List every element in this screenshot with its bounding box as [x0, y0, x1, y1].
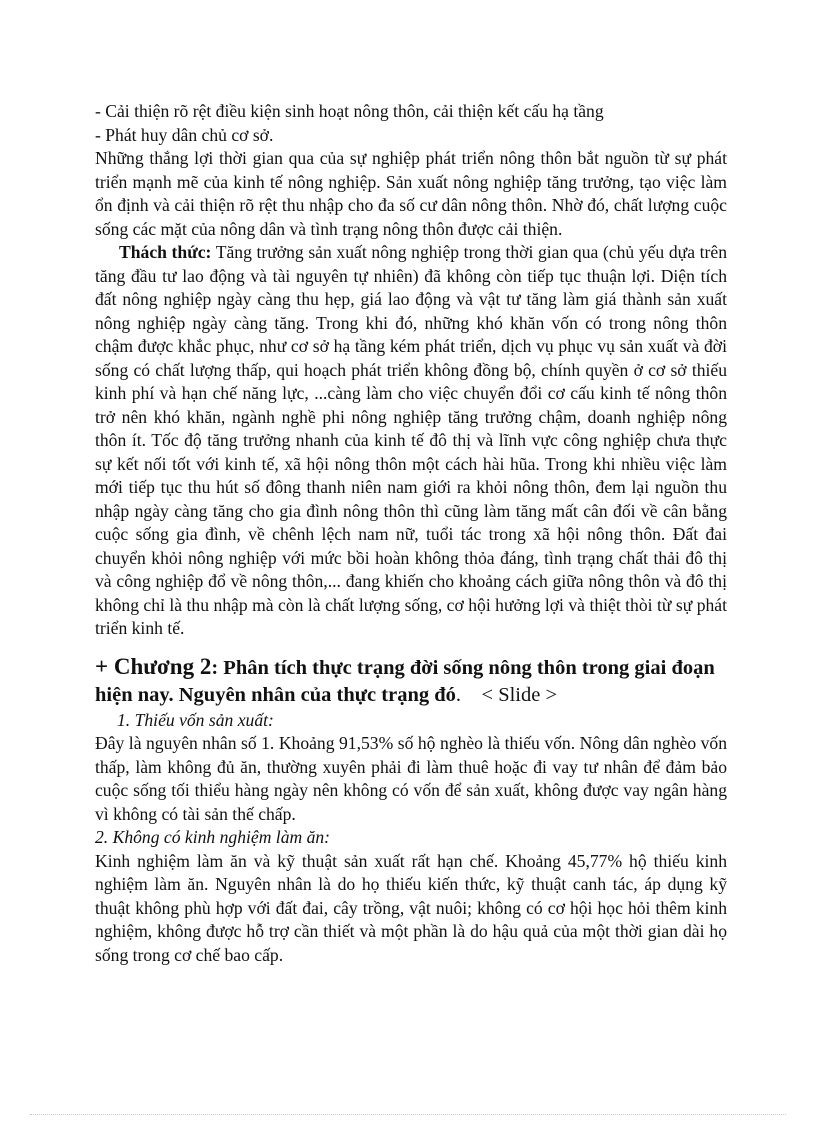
- challenge-paragraph: [95, 241, 727, 641]
- chapter-title: : Phân tích thực trạng đời sống nông thôn trong giai đoạn hiện nay. Nguyên nhân của thực trạng đó: [95, 656, 715, 706]
- summary-paragraph: Những thắng lợi thời gian qua của sự nghiệp phát triển nông thôn bắt nguồn từ sự phát triển mạnh mẽ của kinh tế nông nghiệp. Sản xuất nông nghiệp tăng trưởng, tạo việc làm ổn định và cải thiện rõ rệt thu nhập cho đa số cư dân nông thôn. Nhờ đó, chất lượng cuộc sống các mặt của nông dân và tình trạng nông thôn được cải thiện.: [95, 148, 727, 239]
- slide-link[interactable]: < Slide >: [481, 683, 558, 706]
- section2-text: Kinh nghiệm làm ăn và kỹ thuật sản xuất rất hạn chế. Khoảng 45,77% hộ thiếu kinh nghiệm làm ăn. Nguyên nhân là do họ thiếu kiến thức, kỹ thuật canh tác, áp dụng kỹ thuật không phù hợp với đất đai, cây trồng, vật nuôi; không có cơ hội học hỏi thêm kinh nghiệm, không được hỗ trợ cần thiết và một phần là do hậu quả của một thời gian dài họ sống trong cơ chế bao cấp.: [95, 850, 727, 965]
- chapter-prefix: + Chương 2: [95, 653, 212, 679]
- chapter-dot: .: [455, 683, 462, 706]
- challenge-text: Tăng trưởng sản xuất nông nghiệp trong thời gian qua (chủ yếu dựa trên tăng đầu tư lao động và tài nguyên tự nhiên) đã không còn tiếp tục thuận lợi. Diện tích đất nông nghiệp ngày càng thu hẹp, giá lao động và vật tư tăng làm giá thành sản xuất nông nghiệp ngày càng tăng. Trong khi đó, những khó khăn vốn có trong nông thôn chậm được khắc phục, như cơ sở hạ tầng kém phát triển, dịch vụ phục vụ sản xuất và đời sống có chất lượng thấp, qui hoạch phát triển không đồng bộ, chính quyền ở cơ sở thiếu kinh phí và hạn chế năng lực, ...càng làm cho việc chuyển đổi cơ cấu kinh tế nông thôn trở nên khó khăn, ngành nghề phi nông nghiệp tăng trưởng chậm, doanh nghiệp nông thôn ít. Tốc độ tăng trưởng nhanh của kinh tế đô thị và lĩnh vực công nghiệp chưa thực sự kết nối tốt với kinh tế, xã hội nông thôn một cách hài hũa. Trong khi nhiều việc làm mới tiếp tục thu hút số đông thanh niên nam giới ra khỏi nông thôn, đem lại nguồn thu nhập ngày càng tăng cho gia đình nông thôn thì cũng làm tăng mất cân đối về cân bằng cuộc sống gia đình, về chênh lệch nam nữ, tuổi tác trong xã hội nông thôn. Đất đai chuyển khỏi nông nghiệp với mức bồi hoàn không thỏa đáng, tình trạng chất thải đô thị và công nghiệp đổ về nông thôn,... đang khiến cho khoảng cách giữa nông thôn và đô thị không chỉ là thu nhập mà còn là chất lượng sống, cơ hội hưởng lợi và thiệt thòi từ sự phát triển kinh tế.: [95, 242, 727, 638]
- page-bottom-divider: [30, 1114, 786, 1115]
- section1-heading: 1. Thiếu vốn sản xuất:: [117, 709, 274, 730]
- document-page: [95, 100, 727, 967]
- challenge-label: Thách thức:: [119, 242, 212, 262]
- section1-text: Đây là nguyên nhân số 1. Khoảng 91,53% số hộ nghèo là thiếu vốn. Nông dân nghèo vốn thấp, làm không đủ ăn, thường xuyên phải đi làm thuê hoặc đi vay tư nhân để đảm bảo cuộc sống tối thiểu hàng ngày nên không có vốn để sản xuất, không được vay ngân hàng vì không có tài sản thế chấp.: [95, 733, 727, 824]
- bullet-infrastructure: - Cải thiện rõ rệt điều kiện sinh hoạt nông thôn, cải thiện kết cấu hạ tầng: [95, 101, 604, 121]
- chapter-heading: [95, 653, 727, 709]
- section2-heading: 2. Không có kinh nghiệm làm ăn:: [95, 827, 331, 847]
- bullet-democracy: - Phát huy dân chủ cơ sở.: [95, 124, 274, 145]
